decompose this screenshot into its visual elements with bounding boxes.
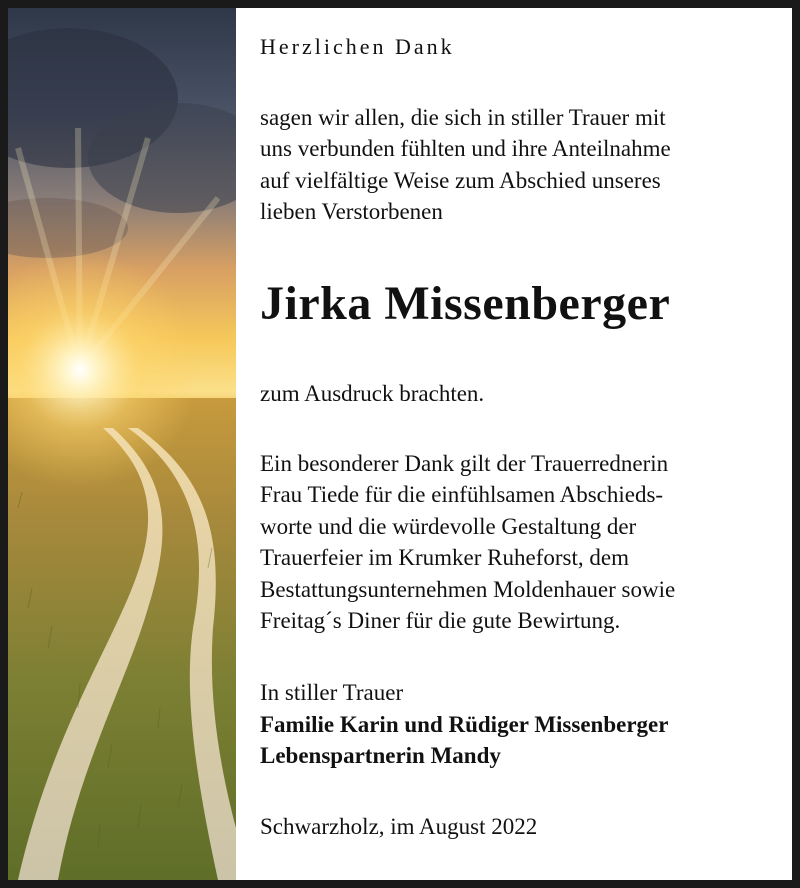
thanks-line: Trauerfeier im Krumker Ruheforst, dem <box>260 545 629 570</box>
heading: Herzlichen Dank <box>260 34 455 59</box>
thanks-line: worte und die würdevolle Gestaltung der <box>260 514 637 539</box>
deceased-name: Jirka Missenberger <box>260 277 671 330</box>
notice-text <box>260 8 770 880</box>
place-date: Schwarzholz, im August 2022 <box>260 814 538 839</box>
intro-line: lieben Verstorbenen <box>260 199 443 224</box>
family-line: Lebenspartnerin Mandy <box>260 743 501 768</box>
thanks-line: Freitag´s Diner für die gute Bewirtung. <box>260 608 621 633</box>
intro-line: uns verbunden fühlten und ihre Anteilnahme <box>260 136 671 161</box>
intro-line: auf vielfältige Weise zum Abschied unseres <box>260 168 661 193</box>
thanks-line: Frau Tiede für die einfühlsamen Abschieds- <box>260 482 664 507</box>
closing: In stiller Trauer <box>260 680 404 705</box>
family-line: Familie Karin und Rüdiger Missenberger <box>260 712 669 737</box>
intro-line: sagen wir allen, die sich in stiller Trauer mit <box>260 105 666 130</box>
obituary-notice <box>8 8 792 880</box>
sunset-path-photo <box>8 8 236 880</box>
thanks-line: Ein besonderer Dank gilt der Trauerrednerin <box>260 451 669 476</box>
thanks-line: Bestattungsunternehmen Moldenhauer sowie <box>260 577 676 602</box>
after-name-text: zum Ausdruck brachten. <box>260 381 485 406</box>
